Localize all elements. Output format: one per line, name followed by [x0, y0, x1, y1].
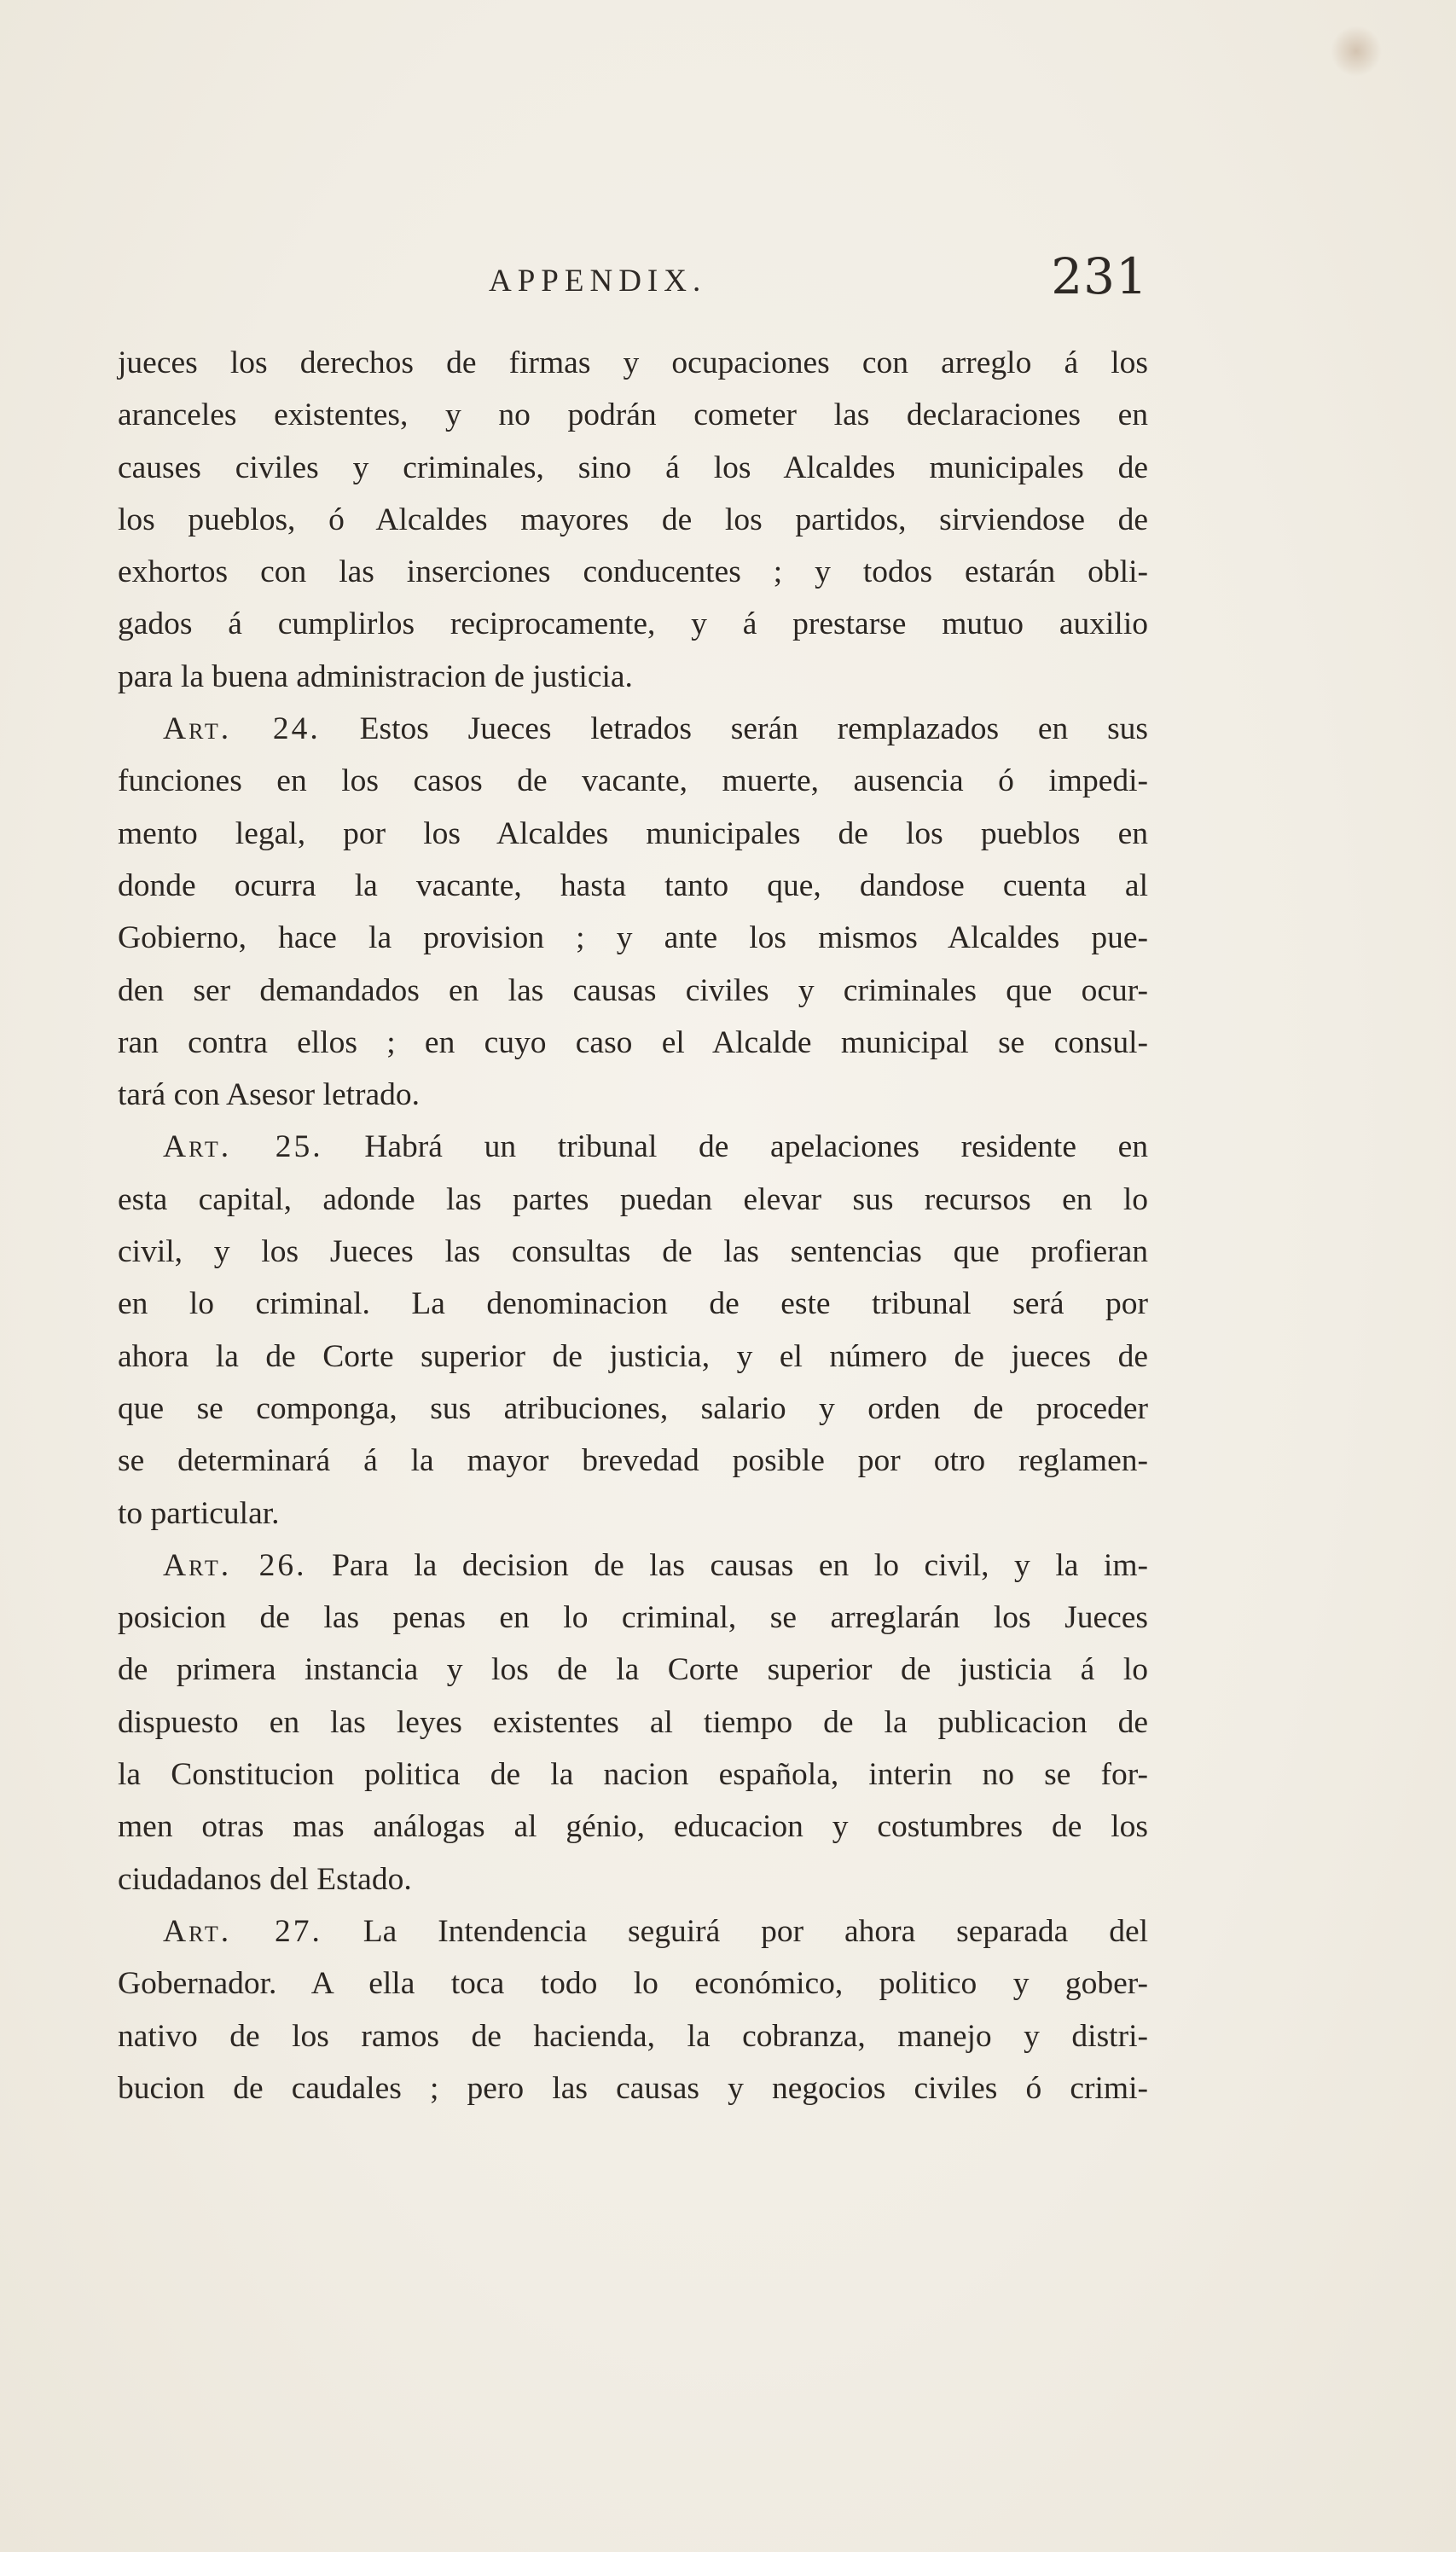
text-line: para la buena administracion de justicia.: [118, 658, 633, 694]
text-line: aranceles existentes, y no podrán cometer las declaraciones en: [118, 397, 1148, 433]
text-line: nativo de los ramos de hacienda, la cobranza, manejo y distri-: [118, 2018, 1148, 2054]
text-line: ran contra ellos ; en cuyo caso el Alcalde municipal se consul-: [118, 1024, 1148, 1060]
body-text: [118, 337, 1148, 2114]
article-number: Art. 26.: [163, 1547, 307, 1583]
text-line: exhortos con las inserciones conducentes ; y todos estarán obli-: [118, 554, 1148, 590]
text-line: men otras mas análogas al génio, educacion y costumbres de los: [118, 1809, 1148, 1845]
text-fragment: La Intendencia seguirá por ahora separada del: [363, 1913, 1149, 1949]
text-line: ciudadanos del Estado.: [118, 1861, 412, 1897]
text-line: Gobernador. A ella toca todo lo económico, politico y gober-: [118, 1966, 1148, 2002]
text-line: causes civiles y criminales, sino á los Alcaldes municipales de: [118, 450, 1148, 485]
page-number: 231: [1051, 247, 1148, 305]
paper-stain: [1331, 26, 1382, 77]
text-line: dispuesto en las leyes existentes al tiempo de la publicacion de: [118, 1704, 1148, 1740]
text-line: funciones en los casos de vacante, muerte, ausencia ó impedi-: [118, 763, 1148, 799]
article-number: Art. 24.: [163, 711, 321, 747]
text-line: den ser demandados en las causas civiles y criminales que ocur-: [118, 972, 1148, 1008]
text-fragment: Habrá un tribunal de apelaciones residente en: [364, 1129, 1149, 1165]
text-line: en lo criminal. La denominacion de este tribunal será por: [118, 1286, 1148, 1322]
text-line: civil, y los Jueces las consultas de las sentencias que profieran: [118, 1234, 1148, 1270]
article-first-line: [118, 703, 1148, 755]
text-line: esta capital, adonde las partes puedan elevar sus recursos en lo: [118, 1181, 1148, 1217]
text-line: los pueblos, ó Alcaldes mayores de los partidos, sirviendose de: [118, 502, 1148, 537]
article-first-line: [118, 1905, 1148, 1958]
text-line: posicion de las penas en lo criminal, se arreglarán los Jueces: [118, 1600, 1148, 1636]
running-head: [118, 247, 1148, 309]
article-first-line: [118, 1121, 1148, 1173]
text-line: tará con Asesor letrado.: [118, 1077, 421, 1113]
text-line: to particular.: [118, 1495, 280, 1531]
text-line: bucion de caudales ; pero las causas y negocios civiles ó crimi-: [118, 2070, 1148, 2106]
text-line: mento legal, por los Alcaldes municipales de los pueblos en: [118, 815, 1148, 851]
running-head-title: APPENDIX.: [489, 264, 707, 299]
text-fragment: Estos Jueces letrados serán remplazados en sus: [359, 711, 1149, 747]
text-line: ahora la de Corte superior de justicia, y el número de jueces de: [118, 1338, 1148, 1374]
text-line: de primera instancia y los de la Corte superior de justicia á lo: [118, 1652, 1148, 1688]
article-number: Art. 27.: [163, 1913, 322, 1949]
article-number: Art. 25.: [163, 1129, 323, 1165]
text-fragment: Para la decision de las causas en lo civil, y la im-: [332, 1547, 1149, 1583]
text-line: se determinará á la mayor brevedad posible por otro reglamen-: [118, 1443, 1148, 1479]
text-line: jueces los derechos de firmas y ocupaciones con arreglo á los: [118, 345, 1148, 380]
text-line: gados á cumplirlos reciprocamente, y á prestarse mutuo auxilio: [118, 606, 1148, 642]
text-line: la Constitucion politica de la nacion española, interin no se for-: [118, 1757, 1148, 1793]
text-line: Gobierno, hace la provision ; y ante los mismos Alcaldes pue-: [118, 920, 1148, 956]
text-line: que se componga, sus atribuciones, salario y orden de proceder: [118, 1390, 1148, 1426]
article-first-line: [118, 1540, 1148, 1592]
text-line: donde ocurra la vacante, hasta tanto que, dandose cuenta al: [118, 867, 1148, 903]
